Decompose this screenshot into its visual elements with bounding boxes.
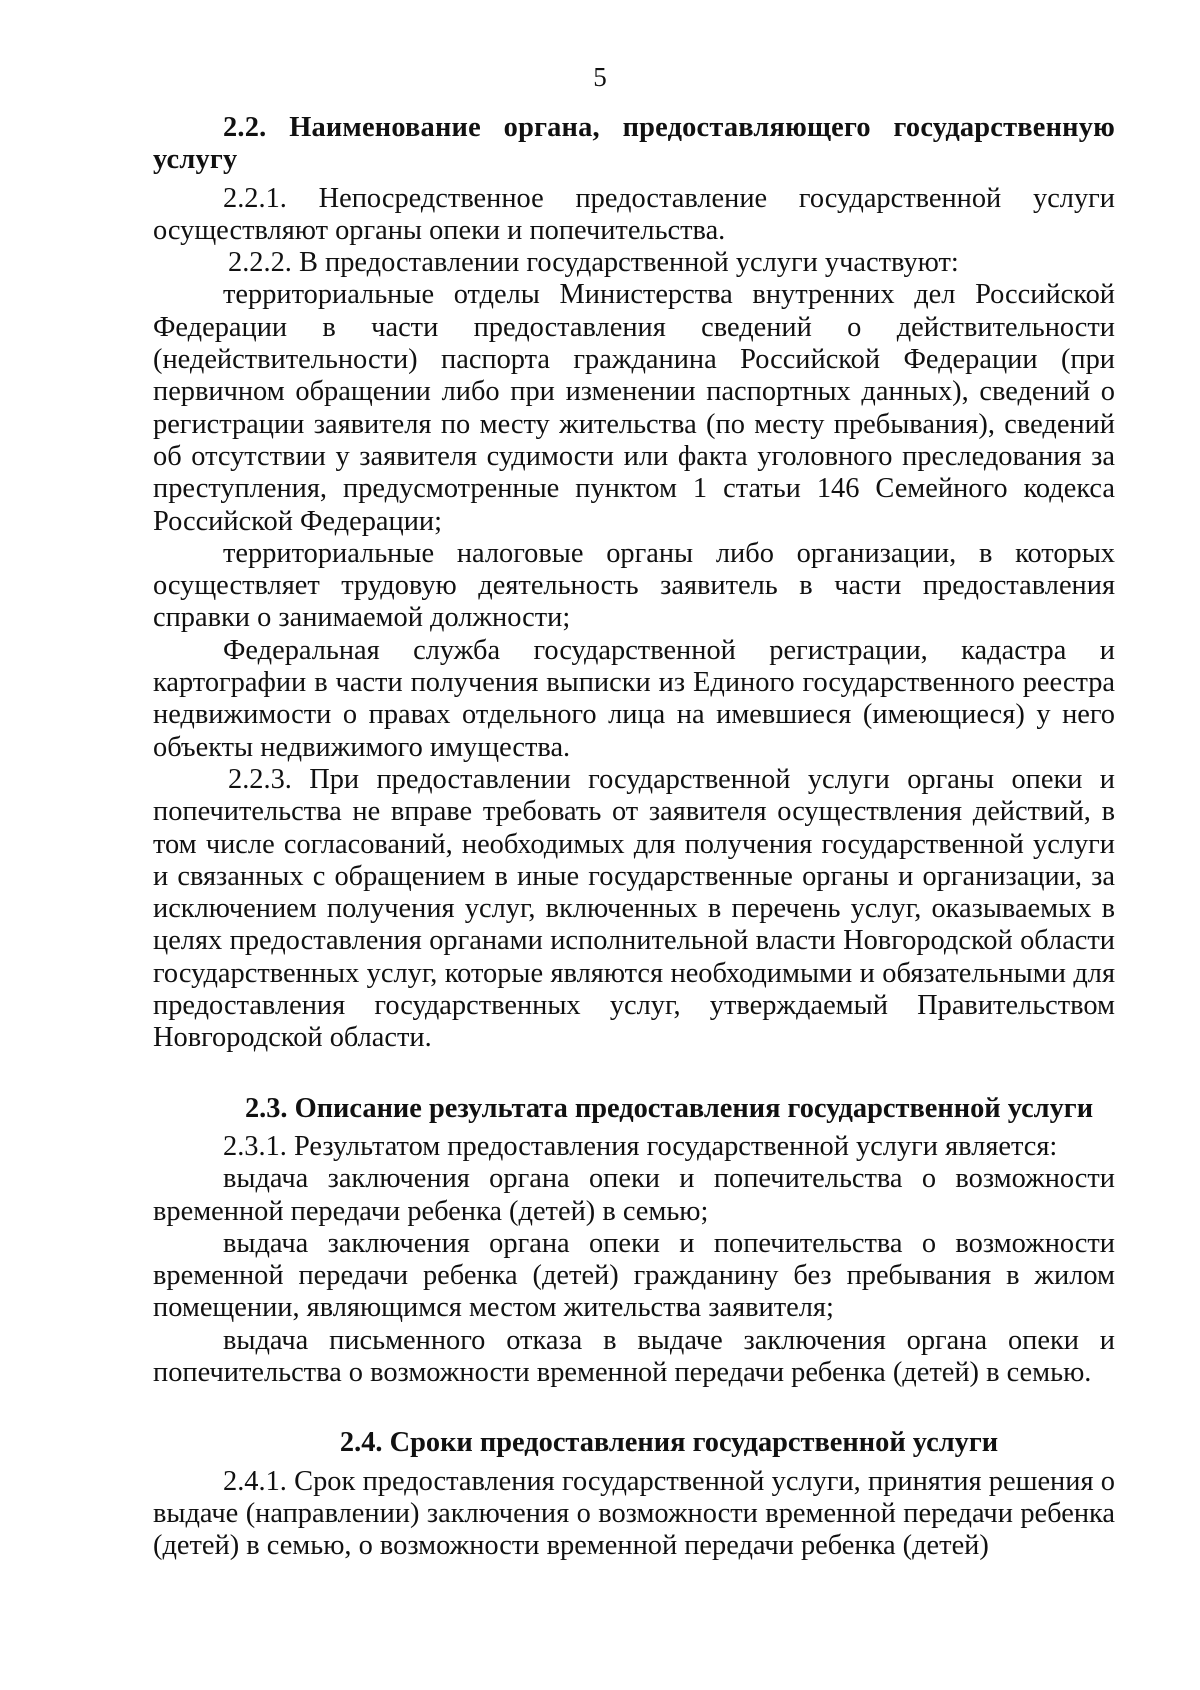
result-item-1: выдача заключения органа опеки и попечительства о возможности временной передачи ребенка (детей) в семью;	[153, 1163, 1115, 1227]
paragraph-2-3-1: 2.3.1. Результатом предоставления государственной услуги является:	[223, 1130, 1058, 1162]
section-heading-2-2: 2.2. Наименование органа, предоставляющего государственную услугу	[153, 112, 1115, 176]
paragraph-2-4-1: 2.4.1. Срок предоставления государственной услуги, принятия решения о выдаче (направлении) заключения о возможности временной передачи ребенка (детей) в семью, о возможности временной передачи ребенка (детей)	[153, 1465, 1115, 1562]
page-number: 5	[593, 62, 607, 92]
document-body	[153, 112, 1115, 1562]
paragraph-2-2-3: 2.2.3. При предоставлении государственной услуги органы опеки и попечительства не вправе требовать от заявителя осуществления действий, в том числе согласований, необходимых для получения государственной услуги и связанных с обращением в иные государственные органы и организации, за исключением получения услуг, включенных в перечень услуг, оказываемых в целях предоставления органами исполнительной власти Новгородской области государственных услуг, которые являются необходимыми и обязательными для предоставления государственных услуг, утверждаемый Правительством Новгородской области.	[153, 763, 1115, 1054]
result-item-2: выдача заключения органа опеки и попечительства о возможности временной передачи ребенка (детей) гражданину без пребывания в жилом помещении, являющимся местом жительства заявителя;	[153, 1227, 1115, 1324]
list-item-rosreestr: Федеральная служба государственной регистрации, кадастра и картографии в части получения выписки из Единого государственного реестра недвижимости о правах отдельного лица на имевшиеся (имеющиеся) у него объекты недвижимого имущества.	[153, 634, 1115, 763]
section-heading-2-4: 2.4. Сроки предоставления государственной услуги	[339, 1427, 999, 1459]
result-item-3: выдача письменного отказа в выдаче заключения органа опеки и попечительства о возможности временной передачи ребенка (детей) в семью.	[153, 1324, 1115, 1388]
paragraph-2-2-2: 2.2.2. В предоставлении государственной услуги участвуют:	[228, 247, 959, 279]
list-item-tax: территориальные налоговые органы либо организации, в которых осуществляет трудовую деятельность заявитель в части предоставления справки о занимаемой должности;	[153, 537, 1115, 634]
list-item-mvd: территориальные отделы Министерства внутренних дел Российской Федерации в части предоставления сведений о действительности (недействительности) паспорта гражданина Российской Федерации (при первичном обращении либо при изменении паспортных данных), сведений о регистрации заявителя по месту жительства (по месту пребывания), сведений об отсутствии у заявителя судимости или факта уголовного преследования за преступления, предусмотренные пунктом 1 статьи 146 Семейного кодекса Российской Федерации;	[153, 279, 1115, 537]
paragraph-2-2-1: 2.2.1. Непосредственное предоставление государственной услуги осуществляют органы опеки и попечительства.	[153, 182, 1115, 246]
section-heading-2-3: 2.3. Описание результата предоставления государственной услуги	[244, 1092, 1094, 1124]
